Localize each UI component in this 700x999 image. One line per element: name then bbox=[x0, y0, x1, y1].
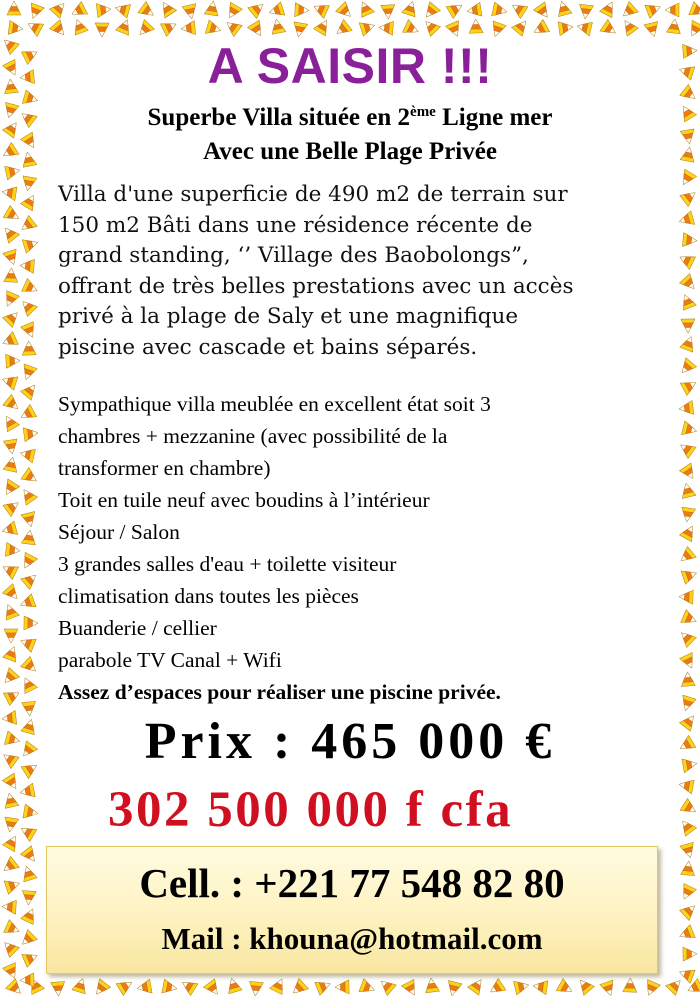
description-line: grand standing, ‘’ Village des Baobolongs”, bbox=[58, 243, 529, 268]
description-line: privé à la plage de Saly et une magnifique bbox=[58, 304, 519, 329]
feature-line: Sympathique villa meublée en excellent état soit 3 bbox=[58, 392, 491, 416]
feature-line: climatisation dans toutes les pièces bbox=[58, 584, 359, 608]
phone-number: Cell. : +221 77 548 82 80 bbox=[139, 860, 565, 906]
email-address: Mail : khouna@hotmail.com bbox=[161, 921, 543, 956]
price-euro: Prix : 465 000 € bbox=[144, 713, 556, 770]
feature-line: transformer en chambre) bbox=[58, 456, 271, 480]
description bbox=[58, 180, 678, 363]
contact-box bbox=[46, 846, 658, 974]
price-cfa: 302 500 000 f cfa bbox=[108, 782, 514, 838]
features-list bbox=[58, 388, 668, 708]
superscript: ème bbox=[410, 104, 436, 120]
description-line: piscine avec cascade et bains séparés. bbox=[58, 334, 478, 360]
subtitle-text-end: Ligne mer bbox=[435, 104, 553, 131]
flyer-title: A SAISIR !!! bbox=[207, 38, 493, 94]
description-line: offrant de très belles prestations avec un accès bbox=[58, 273, 574, 299]
feature-line: Toit en tuile neuf avec boudins à l’intérieur bbox=[58, 488, 430, 512]
subtitle-line-2: Avec une Belle Plage Privée bbox=[203, 138, 497, 165]
feature-line: Séjour / Salon bbox=[58, 520, 180, 544]
feature-line: 3 grandes salles d'eau + toilette visiteur bbox=[58, 552, 397, 576]
description-line: Villa d'une superficie de 490 m2 de terrain sur bbox=[58, 182, 568, 207]
feature-highlight: Assez d’espaces pour réaliser une piscine privée. bbox=[58, 680, 501, 704]
subtitle-line-1 bbox=[0, 102, 700, 134]
feature-line: parabole TV Canal + Wifi bbox=[58, 648, 282, 672]
feature-line: Buanderie / cellier bbox=[58, 616, 217, 640]
feature-line: chambres + mezzanine (avec possibilité de la bbox=[58, 424, 448, 448]
subtitle-text: Superbe Villa située en 2 bbox=[147, 104, 411, 131]
description-line: 150 m2 Bâti dans une résidence récente de bbox=[58, 212, 533, 238]
